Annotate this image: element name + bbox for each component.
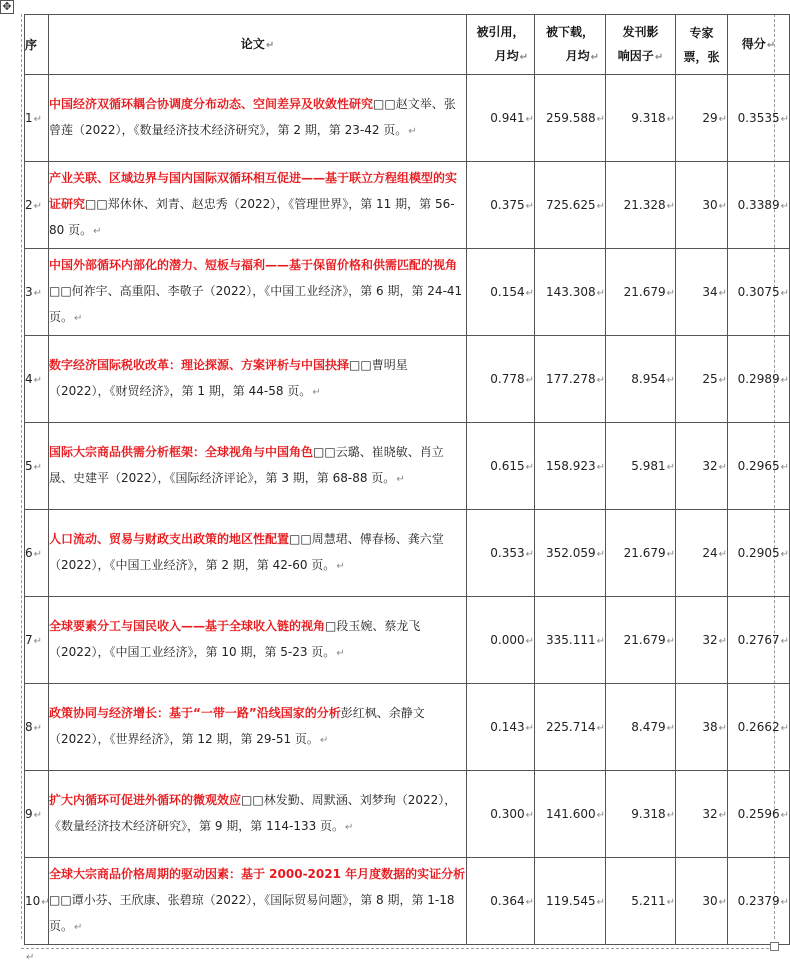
table-row: [25, 423, 790, 510]
table-row: [25, 510, 790, 597]
paper-citation[interactable]: 国际大宗商品供需分析框架：全球视角与中国角色□□云璐、崔晓敏、肖立晟、史建平（2022），《国际经济评论》，第 3 期，第 68-88 页。↵: [49, 423, 467, 510]
paper-authors-source: 彭红枫、余静文（2022），《世界经济》，第 12 期，第 29-51 页。: [49, 706, 425, 746]
paper-title: 数字经济国际税收改革：理论探源、方案评析与中国抉择: [49, 358, 350, 372]
paper-citation[interactable]: 数字经济国际税收改革：理论探源、方案评析与中国抉择□□曹明星（2022），《财贸经济》，第 1 期，第 44-58 页。↵: [49, 336, 467, 423]
downloads-value: 259.588↵: [535, 75, 606, 162]
expert-votes-value: 30↵: [676, 162, 728, 249]
row-index: 8↵: [25, 684, 49, 771]
score-value: 0.2767↵: [728, 597, 790, 684]
score-value: 0.2662↵: [728, 684, 790, 771]
row-index: 4↵: [25, 336, 49, 423]
paper-title: 全球要素分工与国民收入——基于全球收入链的视角: [49, 619, 326, 633]
downloads-value: 119.545↵: [535, 858, 606, 945]
expert-votes-value: 38↵: [676, 684, 728, 771]
expert-votes-value: 32↵: [676, 423, 728, 510]
end-paragraph-mark: ↵: [26, 952, 35, 963]
paper-citation[interactable]: 政策协同与经济增长：基于“一带一路”沿线国家的分析彭红枫、余静文（2022），《世界经济》，第 12 期，第 29-51 页。↵: [49, 684, 467, 771]
header-index: 序: [25, 15, 49, 75]
score-value: 0.2965↵: [728, 423, 790, 510]
paper-citation[interactable]: 全球大宗商品价格周期的驱动因素：基于 2000-2021 年月度数据的实证分析□□谭小芬、王欣康、张碧琼（2022），《国际贸易问题》，第 8 期，第 1-18 页。↵: [49, 858, 467, 945]
paper-citation[interactable]: 中国外部循环内部化的潜力、短板与福利——基于保留价格和供需匹配的视角□□何祚宇、高重阳、李敬子（2022），《中国工业经济》，第 6 期，第 24-41 页。↵: [49, 249, 467, 336]
table-row: [25, 162, 790, 249]
score-value: 0.2379↵: [728, 858, 790, 945]
paper-title: 中国外部循环内部化的潜力、短板与福利——基于保留价格和供需匹配的视角: [49, 258, 458, 272]
expert-votes-value: 34↵: [676, 249, 728, 336]
paper-citation[interactable]: 人口流动、贸易与财政支出政策的地区性配置□□周慧珺、傅春杨、龚六堂（2022），《中国工业经济》，第 2 期，第 42-60 页。↵: [49, 510, 467, 597]
table-header-row: [25, 15, 790, 75]
paper-citation[interactable]: 全球要素分工与国民收入——基于全球收入链的视角□段玉婉、蔡龙飞（2022），《中国工业经济》，第 10 期，第 5-23 页。↵: [49, 597, 467, 684]
paper-authors-source: □□谭小芬、王欣康、张碧琼（2022），《国际贸易问题》，第 8 期，第 1-18 页。: [49, 893, 455, 933]
table-row: [25, 597, 790, 684]
paper-authors-source: □□云璐、崔晓敏、肖立晟、史建平（2022），《国际经济评论》，第 3 期，第 68-88 页。: [49, 445, 444, 485]
paper-citation[interactable]: 中国经济双循环耦合协调度分布动态、空间差异及收敛性研究□□赵文举、张曾莲（2022），《数量经济技术经济研究》，第 2 期，第 23-42 页。↵: [49, 75, 467, 162]
row-index: 2↵: [25, 162, 49, 249]
expert-votes-value: 25↵: [676, 336, 728, 423]
expert-votes-value: 32↵: [676, 771, 728, 858]
expert-votes-value: 29↵: [676, 75, 728, 162]
row-index: 7↵: [25, 597, 49, 684]
table-resize-handle[interactable]: [770, 942, 779, 951]
downloads-value: 225.714↵: [535, 684, 606, 771]
paper-ranking-table: [24, 14, 790, 945]
score-value: 0.2596↵: [728, 771, 790, 858]
downloads-value: 158.923↵: [535, 423, 606, 510]
header-score: 得分↵: [728, 15, 790, 75]
paper-title: 政策协同与经济增长：基于“一带一路”沿线国家的分析: [49, 706, 341, 720]
page-margin-left: [21, 14, 22, 939]
header-downloads: 被下载， 月均↵: [535, 15, 606, 75]
paper-authors-source: □□曹明星（2022），《财贸经济》，第 1 期，第 44-58 页。: [49, 358, 408, 398]
paper-title: 中国经济双循环耦合协调度分布动态、空间差异及收敛性研究: [49, 97, 374, 111]
citations-value: 0.353↵: [467, 510, 535, 597]
impact-factor-value: 5.211↵: [606, 858, 676, 945]
header-citations: 被引用， 月均↵: [467, 15, 535, 75]
downloads-value: 725.625↵: [535, 162, 606, 249]
impact-factor-value: 8.479↵: [606, 684, 676, 771]
score-value: 0.3535↵: [728, 75, 790, 162]
table-row: [25, 771, 790, 858]
score-value: 0.2905↵: [728, 510, 790, 597]
row-index: 1↵: [25, 75, 49, 162]
expert-votes-value: 32↵: [676, 597, 728, 684]
impact-factor-value: 9.318↵: [606, 75, 676, 162]
row-index: 3↵: [25, 249, 49, 336]
table-row: [25, 858, 790, 945]
row-index: 10↵: [25, 858, 49, 945]
impact-factor-value: 5.981↵: [606, 423, 676, 510]
citations-value: 0.615↵: [467, 423, 535, 510]
score-value: 0.3075↵: [728, 249, 790, 336]
paper-citation[interactable]: 产业关联、区域边界与国内国际双循环相互促进——基于联立方程组模型的实证研究□□郑休休、刘青、赵忠秀（2022），《管理世界》，第 11 期，第 56-80 页。↵: [49, 162, 467, 249]
paper-title: 产业关联、区域边界与国内国际双循环相互促进——基于联立方程组模型的实证研究: [49, 171, 458, 211]
paper-authors-source: □□赵文举、张曾莲（2022），《数量经济技术经济研究》，第 2 期，第 23-42 页。: [49, 97, 456, 137]
citations-value: 0.000↵: [467, 597, 535, 684]
score-value: 0.3389↵: [728, 162, 790, 249]
impact-factor-value: 21.679↵: [606, 597, 676, 684]
paper-title: 人口流动、贸易与财政支出政策的地区性配置: [49, 532, 290, 546]
paper-citation[interactable]: 扩大内循环可促进外循环的微观效应□□林发勤、周默涵、刘梦珣（2022），《数量经济技术经济研究》，第 9 期，第 114-133 页。↵: [49, 771, 467, 858]
paper-authors-source: □段玉婉、蔡龙飞（2022），《中国工业经济》，第 10 期，第 5-23 页。: [49, 619, 421, 659]
citations-value: 0.778↵: [467, 336, 535, 423]
impact-factor-value: 9.318↵: [606, 771, 676, 858]
table-row: [25, 249, 790, 336]
paper-title: 国际大宗商品供需分析框架：全球视角与中国角色: [49, 445, 314, 459]
impact-factor-value: 21.328↵: [606, 162, 676, 249]
score-value: 0.2989↵: [728, 336, 790, 423]
expert-votes-value: 24↵: [676, 510, 728, 597]
paper-title: 扩大内循环可促进外循环的微观效应: [49, 793, 242, 807]
paper-authors-source: □□林发勤、周默涵、刘梦珣（2022），《数量经济技术经济研究》，第 9 期，第 114-133 页。: [49, 793, 457, 833]
downloads-value: 177.278↵: [535, 336, 606, 423]
downloads-value: 143.308↵: [535, 249, 606, 336]
paper-authors-source: □□郑休休、刘青、赵忠秀（2022），《管理世界》，第 11 期，第 56-80 页。: [49, 197, 455, 237]
row-index: 9↵: [25, 771, 49, 858]
downloads-value: 335.111↵: [535, 597, 606, 684]
impact-factor-value: 8.954↵: [606, 336, 676, 423]
citations-value: 0.364↵: [467, 858, 535, 945]
downloads-value: 352.059↵: [535, 510, 606, 597]
row-index: 5↵: [25, 423, 49, 510]
page-margin-bottom: [21, 948, 774, 949]
downloads-value: 141.600↵: [535, 771, 606, 858]
citations-value: 0.941↵: [467, 75, 535, 162]
header-expert-votes: 专家 票，张: [676, 15, 728, 75]
citations-value: 0.300↵: [467, 771, 535, 858]
impact-factor-value: 21.679↵: [606, 510, 676, 597]
paper-authors-source: □□周慧珺、傅春杨、龚六堂（2022），《中国工业经济》，第 2 期，第 42-60 页。: [49, 532, 444, 572]
expert-votes-value: 30↵: [676, 858, 728, 945]
table-row: [25, 336, 790, 423]
citations-value: 0.143↵: [467, 684, 535, 771]
table-row: [25, 684, 790, 771]
citations-value: 0.375↵: [467, 162, 535, 249]
header-title: 论文↵: [49, 15, 467, 75]
table-row: [25, 75, 790, 162]
paper-authors-source: □□何祚宇、高重阳、李敬子（2022），《中国工业经济》，第 6 期，第 24-41 页。: [49, 284, 463, 324]
header-impact-factor: 发刊影 响因子↵: [606, 15, 676, 75]
row-index: 6↵: [25, 510, 49, 597]
table-move-handle-icon[interactable]: ✥: [0, 0, 14, 14]
paper-title: 全球大宗商品价格周期的驱动因素：基于 2000-2021 年月度数据的实证分析: [49, 867, 466, 881]
citations-value: 0.154↵: [467, 249, 535, 336]
impact-factor-value: 21.679↵: [606, 249, 676, 336]
